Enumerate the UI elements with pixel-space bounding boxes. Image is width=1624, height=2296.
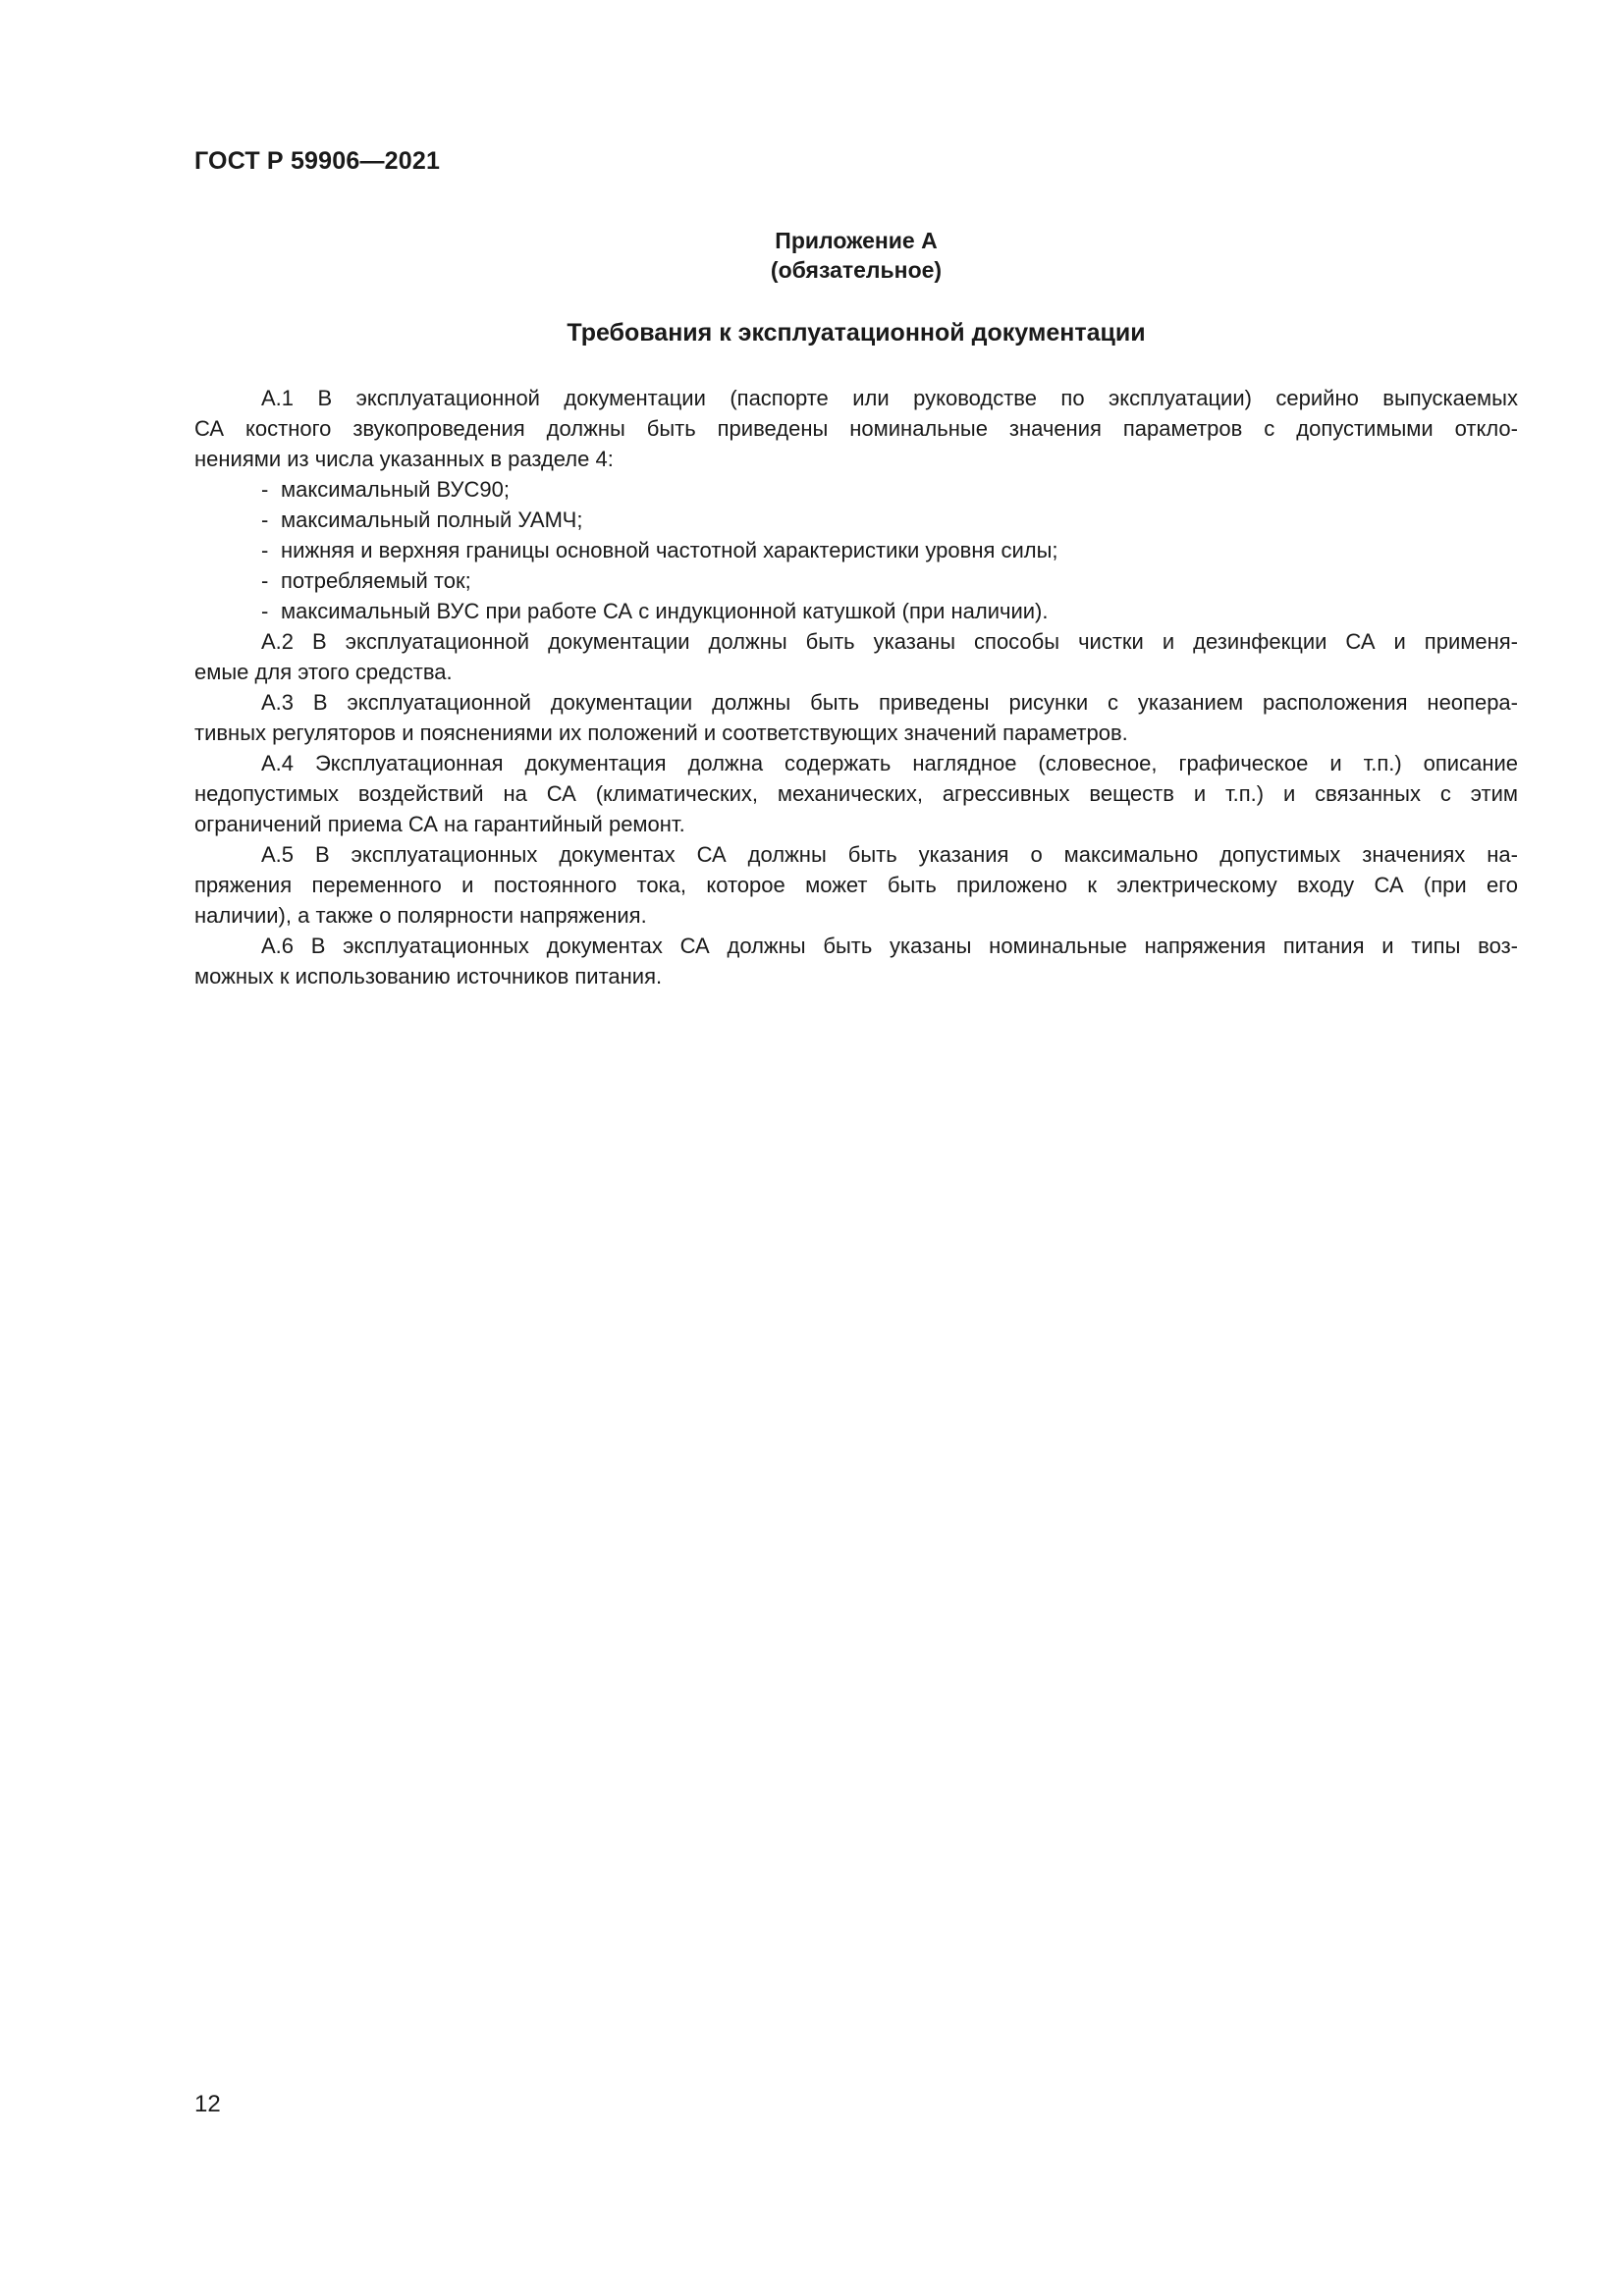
- list-item-text: максимальный ВУС90;: [281, 477, 510, 502]
- paragraph-line: тивных регуляторов и пояснениями их положений и соответствующих значений параметров.: [194, 721, 1128, 745]
- paragraph-line: СА костного звукопроведения должны быть приведены номинальные значения параметров с допустимыми откло-: [194, 416, 1518, 441]
- list-marker: -: [261, 507, 269, 532]
- list-item-text: максимальный полный УАМЧ;: [281, 507, 583, 532]
- paragraph-line: ограничений приема СА на гарантийный ремонт.: [194, 812, 685, 836]
- list-marker: -: [261, 599, 269, 623]
- paragraph-line: А.2 В эксплуатационной документации должны быть указаны способы чистки и дезинфекции СА и применя-: [261, 629, 1518, 654]
- list-item: [194, 505, 1518, 535]
- annex-heading: Требования к эксплуатационной документации: [567, 319, 1146, 347]
- list-item-text: потребляемый ток;: [281, 568, 471, 593]
- paragraph-a6: [194, 931, 1518, 991]
- paragraph-line: недопустимых воздействий на СА (климатических, механических, агрессивных веществ и т.п.) и связанных с этим: [194, 781, 1518, 806]
- paragraph-line: емые для этого средства.: [194, 660, 453, 684]
- paragraph-a1: [194, 383, 1518, 474]
- paragraph-a5: [194, 839, 1518, 931]
- list-item: [194, 596, 1518, 626]
- paragraph-line: А.5 В эксплуатационных документах СА должны быть указания о максимально допустимых значениях на-: [261, 842, 1518, 867]
- page-number: 12: [194, 2091, 221, 2117]
- annex-body: [194, 383, 1518, 991]
- list-marker: -: [261, 477, 269, 502]
- list-marker: -: [261, 538, 269, 562]
- paragraph-line: А.6 В эксплуатационных документах СА должны быть указаны номинальные напряжения питания и типы воз-: [261, 934, 1518, 958]
- paragraph-line: А.1 В эксплуатационной документации (паспорте или руководстве по эксплуатации) серийно выпускаемых: [261, 386, 1518, 410]
- list-item-text: нижняя и верхняя границы основной частотной характеристики уровня силы;: [281, 538, 1058, 562]
- paragraph-line: наличии), а также о полярности напряжения.: [194, 903, 647, 928]
- annex-title-block: [194, 226, 1518, 348]
- paragraph-a4: [194, 748, 1518, 839]
- list-item: [194, 474, 1518, 505]
- list-item-text: максимальный ВУС при работе СА с индукционной катушкой (при наличии).: [281, 599, 1049, 623]
- list-marker: -: [261, 568, 269, 593]
- annex-status: (обязательное): [770, 257, 943, 283]
- paragraph-line: А.4 Эксплуатационная документация должна содержать наглядное (словесное, графическое и т.п.) описание: [261, 751, 1518, 775]
- list-item: [194, 535, 1518, 565]
- paragraph-a2: [194, 626, 1518, 687]
- paragraph-line: можных к использованию источников питания.: [194, 964, 663, 988]
- paragraph-line: нениями из числа указанных в разделе 4:: [194, 447, 614, 471]
- parameter-list: [194, 474, 1518, 626]
- annex-title: Приложение А: [775, 228, 938, 253]
- list-item: [194, 565, 1518, 596]
- document-code: ГОСТ Р 59906—2021: [194, 147, 441, 175]
- paragraph-line: пряжения переменного и постоянного тока, которое может быть приложено к электрическому входу СА (при его: [194, 873, 1518, 897]
- paragraph-line: А.3 В эксплуатационной документации должны быть приведены рисунки с указанием расположения неопера-: [261, 690, 1518, 715]
- paragraph-a3: [194, 687, 1518, 748]
